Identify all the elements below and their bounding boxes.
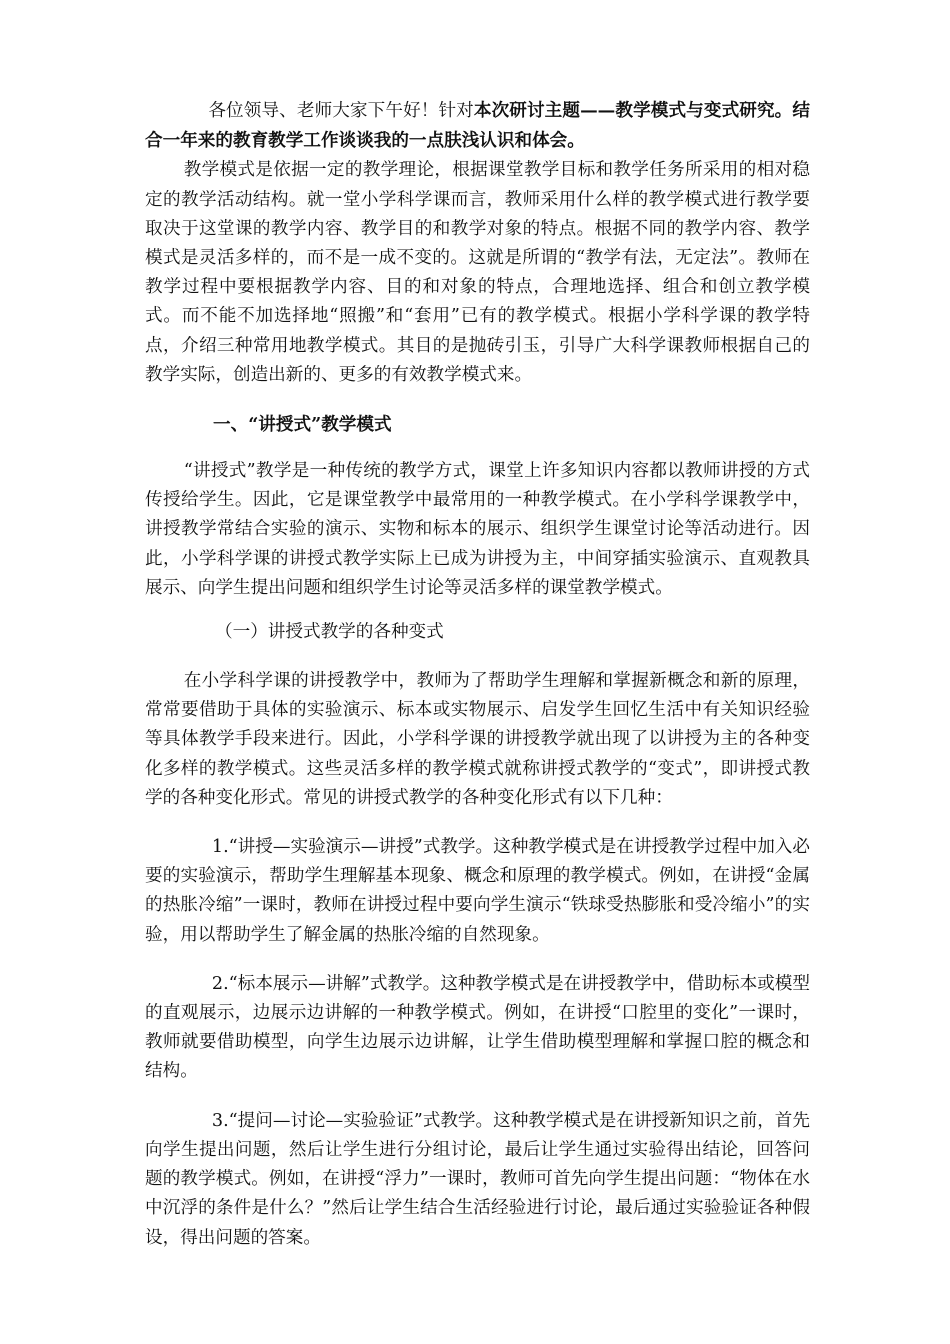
intro-paragraph <box>145 96 810 156</box>
list-item: 3.“提问—讨论—实验验证”式教学。这种教学模式是在讲授新知识之前，首先向学生提出问题，然后让学生进行分组讨论，最后让学生通过实验得出结论，回答问题的教学模式。例如，在讲授“浮力”一课时，教师可首先向学生提出问题：“物体在水中沉浮的条件是什么？”然后让学生结合生活经验进行讨论，最后通过实验验证各种假设，得出问题的答案。 <box>145 1110 810 1248</box>
definition-paragraph: 教学模式是依据一定的教学理论，根据课堂教学目标和教学任务所采用的相对稳定的教学活动结构。就一堂小学科学课而言，教师采用什么样的教学模式进行教学要取决于这堂课的教学内容、教学目的和教学对象的特点。根据不同的教学内容、教学模式是灵活多样的，而不是一成不变的。这就是所谓的“教学有法，无定法”。教师在教学过程中要根据教学内容、目的和对象的特点，合理地选择、组合和创立教学模式。而不能不加选择地“照搬”和“套用”已有的教学模式。根据小学科学课的教学特点，介绍三种常用地教学模式。其目的是抛砖引玉，引导广大科学课教师根据自己的教学实际，创造出新的、更多的有效教学模式来。 <box>145 160 810 385</box>
spacer <box>145 813 810 833</box>
intro-greeting: 各位领导、老师大家下午好！针对 <box>208 101 474 121</box>
subsection-heading-variants: （一）讲授式教学的各种变式 <box>215 622 444 643</box>
list-item: 1.“讲授—实验演示—讲授”式教学。这种教学模式是在讲授教学过程中加入必要的实验演示，帮助学生理解基本现象、概念和原理的教学模式。例如，在讲授“金属的热胀冷缩”一课时，教师在讲授过程中要向学生演示“铁球受热膨胀和受冷缩小”的实验，用以帮助学生了解金属的热胀冷缩的自然现象。 <box>145 837 810 945</box>
variants-paragraph: 在小学科学课的讲授教学中，教师为了帮助学生理解和掌握新概念和新的原理，常常要借助于具体的实验演示、标本或实物展示、启发学生回忆生活中有关知识经验等具体教学手段来进行。因此，小学科学课的讲授教学就出现了以讲授为主的各种变化多样的教学模式。这些灵活多样的教学模式就称讲授式教学的“变式”，即讲授式教学的各种变化形式。常见的讲授式教学的各种变化形式有以下几种： <box>145 671 810 808</box>
section-heading-lecture-mode: 一、“讲授式”教学模式 <box>213 414 392 436</box>
lecture-mode-paragraph: “讲授式”教学是一种传统的教学方式，课堂上许多知识内容都以教师讲授的方式传授给学生。因此，它是课堂教学中最常用的一种教学模式。在小学科学课教学中，讲授教学常结合实验的演示、实物和标本的展示、组织学生课堂讨论等活动进行。因此，小学科学课的讲授式教学实际上已成为讲授为主，中间穿插实验演示、直观教具展示、向学生提出问题和组织学生讨论等灵活多样的课堂教学模式。 <box>145 461 810 598</box>
spacer <box>145 950 810 970</box>
spacer <box>145 1087 810 1107</box>
document-page <box>145 96 810 1253</box>
intro-topic: 本次研讨主题——教学模式与变式研究。结合一年来的教育教学工作谈谈我的一点肤浅认识和体会。 <box>145 100 810 152</box>
list-item: 2.“标本展示—讲解”式教学。这种教学模式是在讲授教学中，借助标本或模型的直观展示，边展示边讲解的一种教学模式。例如，在讲授“口腔里的变化”一课时，教师就要借助模型，向学生边展示边讲解，让学生借助模型理解和掌握口腔的概念和结构。 <box>145 973 810 1082</box>
